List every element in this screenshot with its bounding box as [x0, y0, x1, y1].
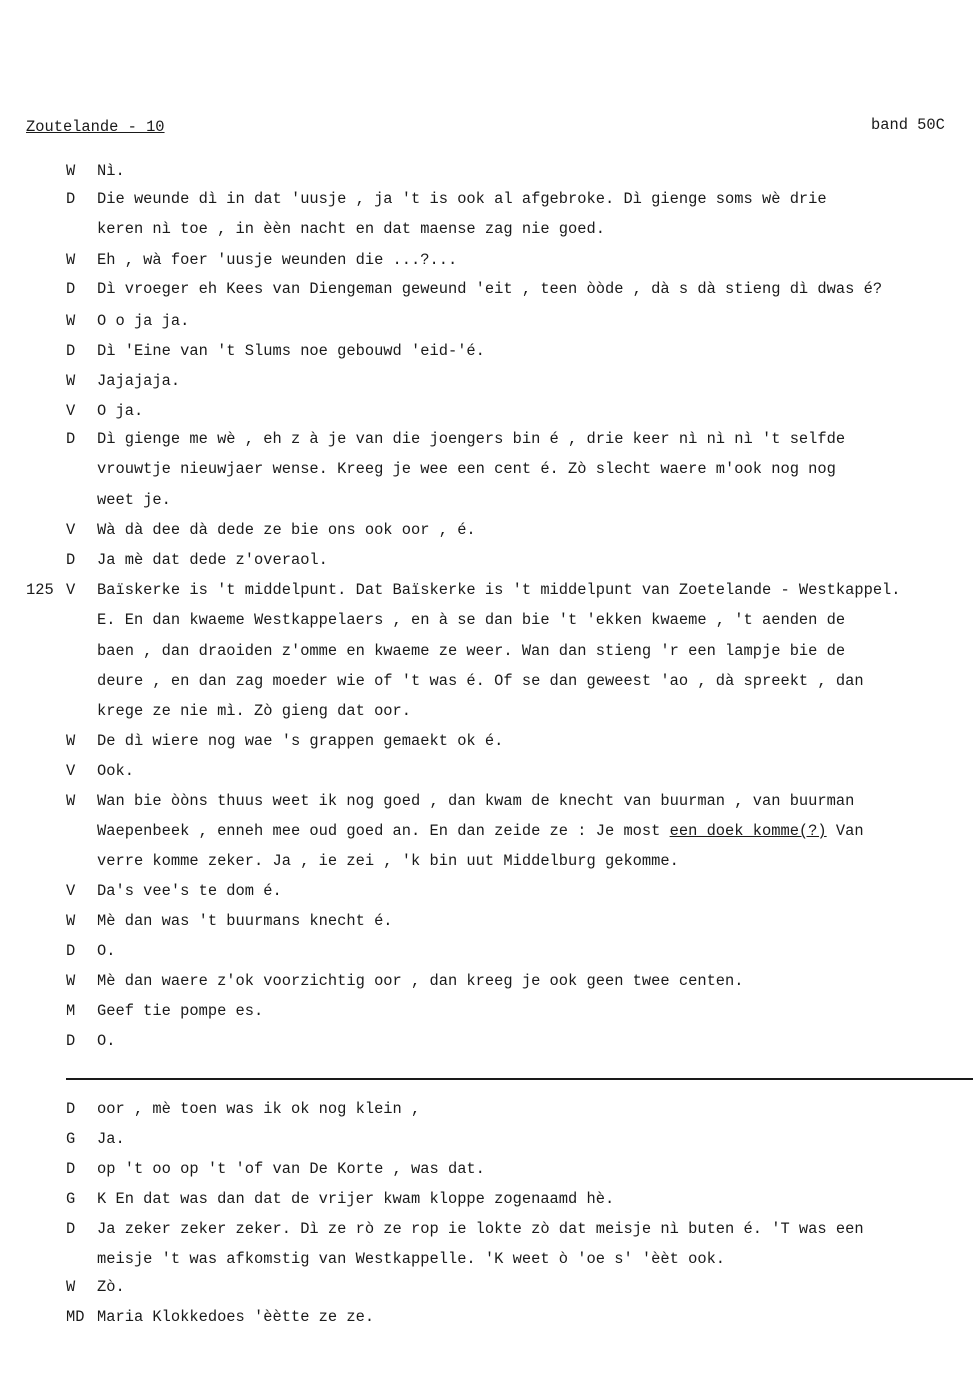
utterance-line: weet je. — [97, 491, 171, 509]
speaker-label: MD — [66, 1308, 85, 1326]
utterance-line: Ook. — [97, 762, 134, 780]
speaker-label: V — [66, 882, 76, 900]
speaker-label: V — [66, 762, 76, 780]
utterance-line: Baïskerke is 't middelpunt. Dat Baïskerke is 't middelpunt van Zoetelande - Westkappel. — [97, 581, 901, 599]
utterance-line: Wan bie òòns thuus weet ik nog goed , dan kwam de knecht van buurman , van buurman — [97, 792, 855, 810]
speaker-label: M — [66, 1002, 76, 1020]
speaker-label: D — [66, 280, 76, 298]
speaker-label: W — [66, 1278, 76, 1296]
utterance-line: Ja. — [97, 1130, 125, 1148]
speaker-label: D — [66, 942, 76, 960]
speaker-label: W — [66, 251, 76, 269]
utterance-line: oor , mè toen was ik ok nog klein , — [97, 1100, 421, 1118]
utterance-line: Dì vroeger eh Kees van Diengeman geweund 'eit , teen òòde , dà s dà stieng dì dwas é? — [97, 280, 883, 298]
speaker-label: D — [66, 342, 76, 360]
speaker-label: V — [66, 521, 76, 539]
uncertain-transcription: een doek komme(?) — [669, 822, 827, 840]
utterance-line: Eh , wà foer 'uusje weunden die ...?... — [97, 251, 458, 269]
utterance-line: Mè dan waere z'ok voorzichtig oor , dan kreeg je ook geen twee centen. — [97, 972, 744, 990]
utterance-line: meisje 't was afkomstig van Westkappelle. 'K weet ò 'oe s' 'èèt ook. — [97, 1250, 726, 1268]
speaker-label: D — [66, 1032, 76, 1050]
header-location: Zoutelande - 10 — [26, 118, 165, 136]
speaker-label: V — [66, 402, 76, 420]
utterance-line: verre komme zeker. Ja , ie zei , 'k bin uut Middelburg gekomme. — [97, 852, 679, 870]
utterance-line: O ja. — [97, 402, 144, 420]
utterance-line: E. En dan kwaeme Westkappelaers , en à se dan bie 't 'ekken kwaeme , 't aenden de — [97, 611, 846, 629]
speaker-label: W — [66, 972, 76, 990]
utterance-line: O. — [97, 942, 116, 960]
utterance-line: O o ja ja. — [97, 312, 190, 330]
speaker-label: D — [66, 1160, 76, 1178]
utterance-line: K En dat was dan dat de vrijer kwam kloppe zogenaamd hè. — [97, 1190, 615, 1208]
section-divider — [66, 1078, 973, 1080]
utterance-line: Nì. — [97, 162, 125, 180]
speaker-label: D — [66, 1100, 76, 1118]
utterance-line: Mè dan was 't buurmans knecht é. — [97, 912, 393, 930]
utterance-line: op 't oo op 't 'of van De Korte , was dat. — [97, 1160, 485, 1178]
utterance-line: baen , dan draoiden z'omme en kwaeme ze weer. Wan dan stieng 'r een lampje bie de — [97, 642, 846, 660]
speaker-label: W — [66, 732, 76, 750]
utterance-line: O. — [97, 1032, 116, 1050]
utterance-line: keren nì toe , in èèn nacht en dat maense zag nie goed. — [97, 220, 605, 238]
line-number: 125 — [26, 581, 54, 599]
speaker-label: D — [66, 190, 76, 208]
speaker-label: G — [66, 1190, 76, 1208]
header-tape: band 50C — [871, 116, 945, 134]
speaker-label: D — [66, 430, 76, 448]
utterance-line: Da's vee's te dom é. — [97, 882, 282, 900]
speaker-label: W — [66, 912, 76, 930]
speaker-label: V — [66, 581, 76, 599]
utterance-line — [97, 820, 864, 842]
utterance-line: Ja mè dat dede z'overaol. — [97, 551, 328, 569]
speaker-label: W — [66, 162, 76, 180]
speaker-label: D — [66, 551, 76, 569]
utterance-line: Zò. — [97, 1278, 125, 1296]
utterance-line: Dì gienge me wè , eh z à je van die joengers bin é , drie keer nì nì nì 't selfde — [97, 430, 846, 448]
utterance-line: Jajajaja. — [97, 372, 181, 390]
utterance-line: Ja zeker zeker zeker. Dì ze rò ze rop ie lokte zò dat meisje nì buten é. 'T was een — [97, 1220, 864, 1238]
utterance-line: Maria Klokkedoes 'èètte ze ze. — [97, 1308, 375, 1326]
utterance-segment: Waepenbeek , enneh mee oud goed an. En dan zeide ze : Je most — [97, 822, 670, 840]
speaker-label: G — [66, 1130, 76, 1148]
speaker-label: D — [66, 1220, 76, 1238]
utterance-line: Dì 'Eine van 't Slums noe gebouwd 'eid-'é. — [97, 342, 485, 360]
utterance-line: Geef tie pompe es. — [97, 1002, 264, 1020]
speaker-label: W — [66, 312, 76, 330]
speaker-label: W — [66, 372, 76, 390]
utterance-line: krege ze nie mì. Zò gieng dat oor. — [97, 702, 412, 720]
utterance-line: vrouwtje nieuwjaer wense. Kreeg je wee een cent é. Zò slecht waere m'ook nog nog — [97, 460, 836, 478]
utterance-segment: Van — [826, 822, 864, 840]
utterance-line: De dì wiere nog wae 's grappen gemaekt ok é. — [97, 732, 504, 750]
utterance-line: Wà dà dee dà dede ze bie ons ook oor , é. — [97, 521, 476, 539]
speaker-label: W — [66, 792, 76, 810]
utterance-line: deure , en dan zag moeder wie of 't was é. Of se dan geweest 'ao , dà spreekt , dan — [97, 672, 864, 690]
utterance-line: Die weunde dì in dat 'uusje , ja 't is ook al afgebroke. Dì gienge soms wè drie — [97, 190, 827, 208]
